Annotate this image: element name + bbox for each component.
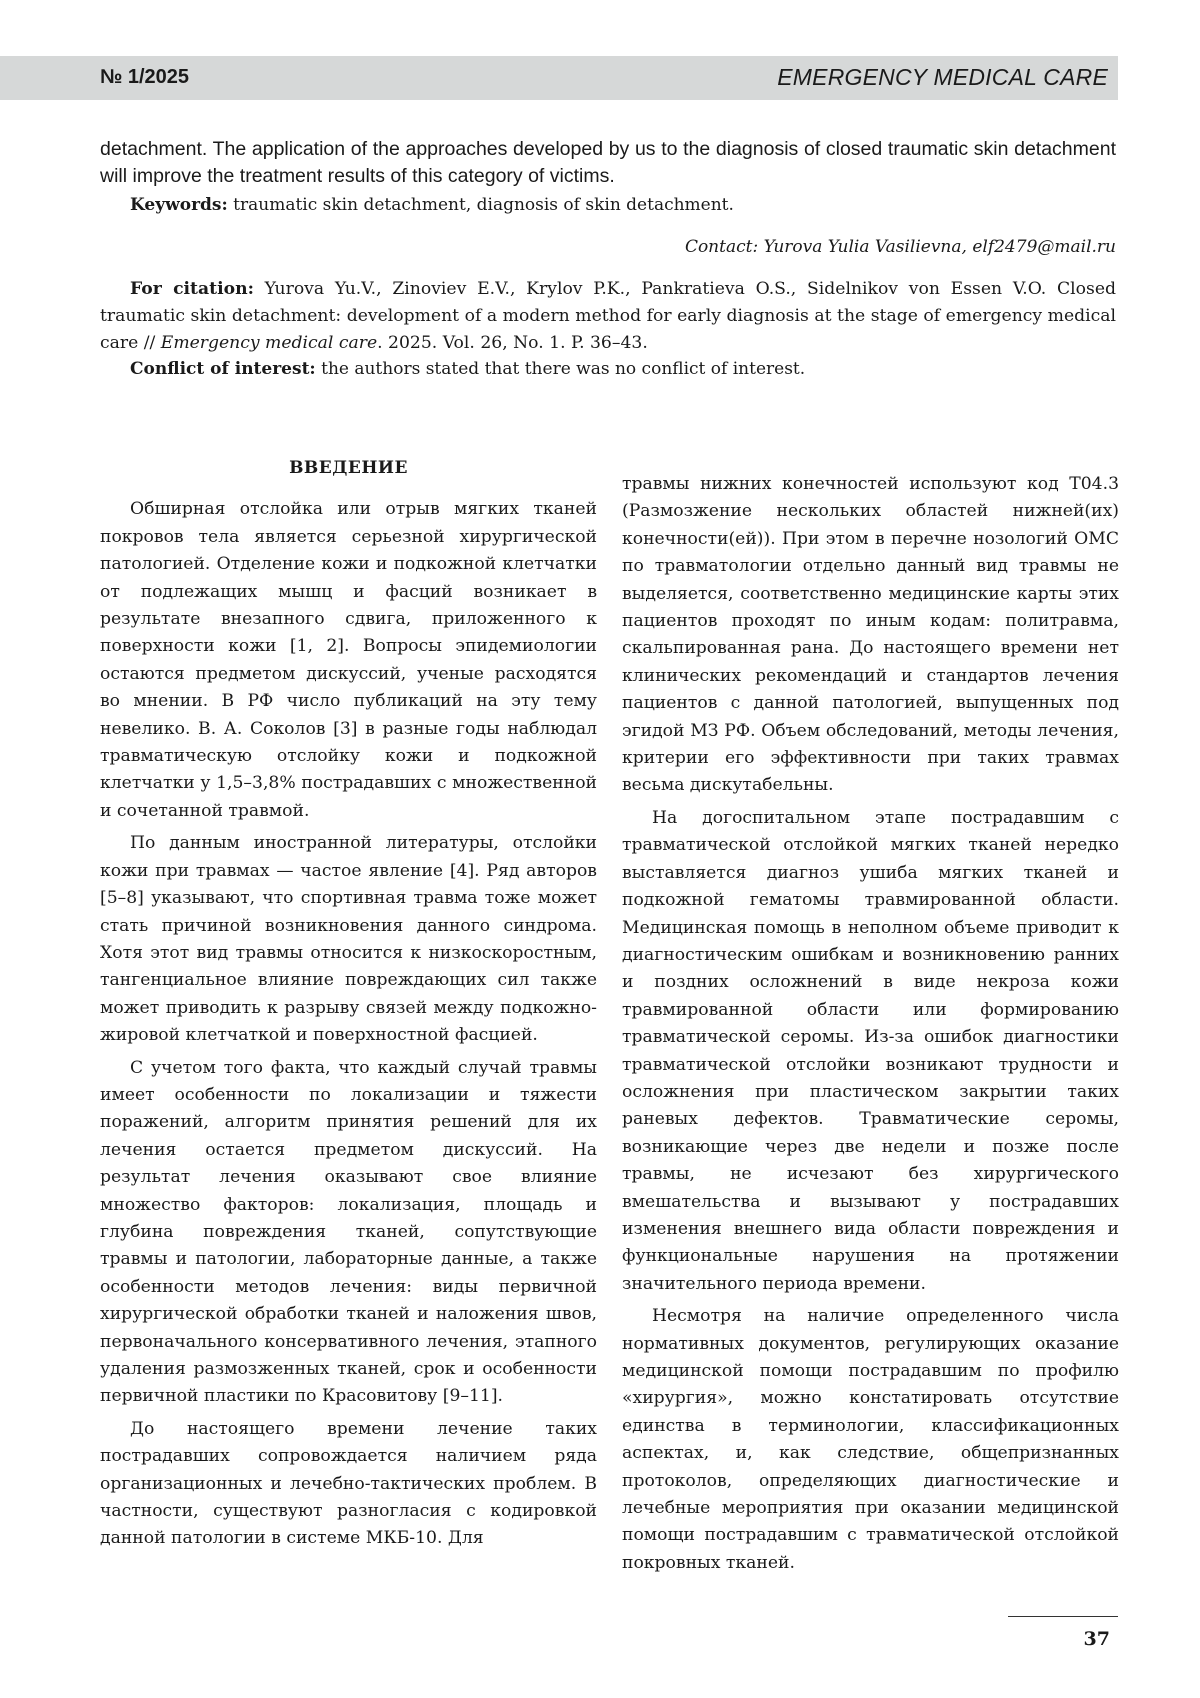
keywords xyxy=(130,193,1116,218)
citation xyxy=(100,276,1116,357)
keywords-label: Keywords: xyxy=(130,195,228,215)
section-title: ВВЕДЕНИЕ xyxy=(100,455,597,482)
paragraph: Несмотря на наличие определенного числа нормативных документов, регулирующих оказание медицинской помощи пострадавшим по профилю «хирургия», можно констатировать отсутствие единства в терминологии, классификационных аспектах, и, как следствие, общепризнанных протоколов, определяющих диагностические и лечебные мероприятия при оказании медицинской помощи пострадавшим с травматической отслойкой покровных тканей. xyxy=(622,1303,1119,1577)
citation-journal: Emergency medical care xyxy=(161,333,377,353)
citation-label: For citation: xyxy=(130,279,254,299)
keywords-text: traumatic skin detachment, diagnosis of skin detachment. xyxy=(228,195,734,215)
footer-rule xyxy=(1008,1616,1118,1617)
paragraph: Обширная отслойка или отрыв мягких тканей покровов тела является серьезной хирургической патологией. Отделение кожи и подкожной клетчатки от подлежащих мышц и фасций возникает в результате внезапного сдвига, приложенного к поверхности кожи [1, 2]. Вопросы эпидемиологии остаются предметом дискуссий, ученые расходятся во мнении. В РФ число публикаций на эту тему невелико. В. А. Соколов [3] в разные годы наблюдал травматическую отслойку кожи и подкожной клетчатки у 1,5–3,8% пострадавших с множественной и сочетанной травмой. xyxy=(100,496,597,825)
contact-line: Contact: Yurova Yulia Vasilievna, elf2479@mail.ru xyxy=(685,237,1116,257)
abstract-tail: detachment. The application of the approaches developed by us to the diagnosis of closed traumatic skin detachment will improve the treatment results of this category of victims. xyxy=(100,136,1116,190)
page-number: 37 xyxy=(1084,1628,1110,1650)
citation-text: Yurova Yu.V., Zinoviev E.V., Krylov P.K., Pankratieva O.S., Sidelnikov von Essen V.O. Closed traumatic skin detachment: development of a modern method for early diagnosis at the stage of emergency medical care // xyxy=(100,279,1116,353)
issue-number: № 1/2025 xyxy=(100,66,189,89)
left-column xyxy=(100,455,597,1558)
paragraph: С учетом того факта, что каждый случай травмы имеет особенности по локализации и тяжести поражений, алгоритм принятия решений для их лечения остается предметом дискуссий. На результат лечения оказывают свое влияние множество факторов: локализация, площадь и глубина повреждения тканей, сопутствующие травмы и патологии, лабораторные данные, а также особенности методов лечения: виды первичной хирургической обработки тканей и наложения швов, первоначального консервативного лечения, этапного удаления размозженных тканей, срок и особенности первичной пластики по Красовитову [9–11]. xyxy=(100,1055,597,1411)
journal-title: EMERGENCY MEDICAL CARE xyxy=(777,64,1108,91)
citation-tail: . 2025. Vol. 26, No. 1. P. 36–43. xyxy=(377,333,648,353)
paragraph: До настоящего времени лечение таких пострадавших сопровождается наличием ряда организационных и лечебно-тактических проблем. В частности, существуют разногласия с кодировкой данной патологии в системе МКБ-10. Для xyxy=(100,1416,597,1553)
paragraph: По данным иностранной литературы, отслойки кожи при травмах — частое явление [4]. Ряд авторов [5–8] указывают, что спортивная травма тоже может стать причиной возникновения данного синдрома. Хотя этот вид травмы относится к низкоскоростным, тангенциальное влияние повреждающих сил также может приводить к разрыву связей между подкожно-жировой клетчаткой и поверхностной фасцией. xyxy=(100,830,597,1049)
conflict-label: Conflict of interest: xyxy=(130,359,316,379)
right-column xyxy=(622,471,1119,1582)
paragraph: На догоспитальном этапе пострадавшим с травматической отслойкой мягких тканей нередко выставляется диагноз ушиба мягких тканей и подкожной гематомы травмированной области. Медицинская помощь в неполном объеме приводит к диагностическим ошибкам и возникновению ранних и поздних осложнений в виде некроза кожи травмированной области или формированию травматической серомы. Из-за ошибок диагностики травматической отслойки возникают трудности и осложнения при пластическом закрытии таких раневых дефектов. Травматические серомы, возникающие через две недели и позже после травмы, не исчезают без хирургического вмешательства и вызывают у пострадавших изменения внешнего вида области повреждения и функциональные нарушения на протяжении значительного периода времени. xyxy=(622,805,1119,1298)
conflict-of-interest xyxy=(130,357,1116,382)
conflict-text: the authors stated that there was no conflict of interest. xyxy=(316,359,805,379)
paragraph-continuation: травмы нижних конечностей используют код T04.3 (Размозжение нескольких областей нижней(их) конечности(ей)). При этом в перечне нозологий ОМС по травматологии отдельно данный вид травмы не выделяется, соответственно медицинские карты этих пациентов проходят по иным кодам: политравма, скальпированная рана. До настоящего времени нет клинических рекомендаций и стандартов лечения пациентов с данной патологией, выпущенных под эгидой МЗ РФ. Объем обследований, методы лечения, критерии его эффективности при таких травмах весьма дискутабельны. xyxy=(622,471,1119,800)
